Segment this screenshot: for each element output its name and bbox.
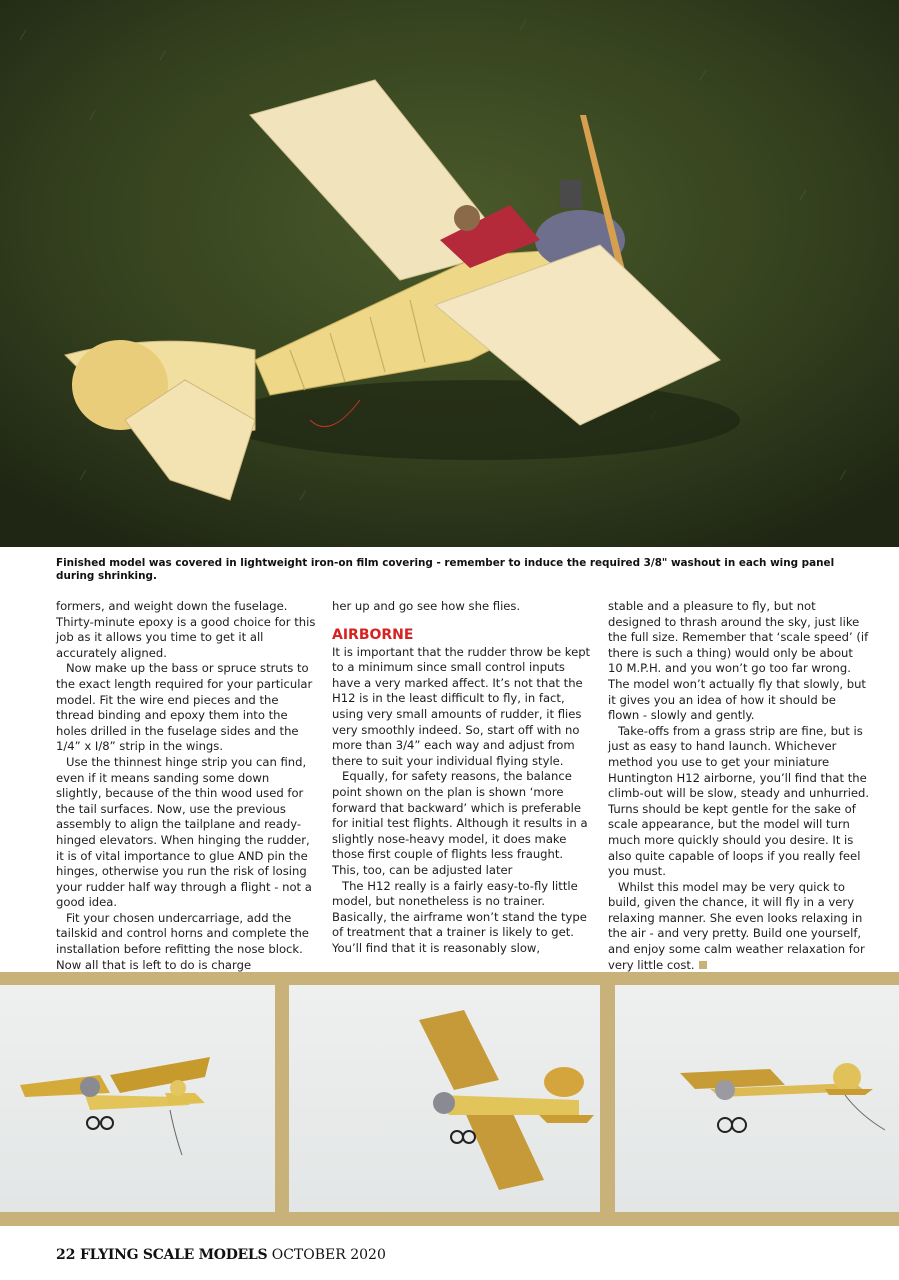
end-mark-icon	[699, 961, 707, 969]
photo-caption: Finished model was covered in lightweight iron-on film covering - remember to induce the required 3/8" washout in each wing panel during shrinking.	[56, 557, 835, 582]
flight-photo-1	[0, 985, 275, 1212]
paragraph-text: Whilst this model may be very quick to build, given the chance, it will fly in a very relaxing manner. She even looks relaxing in the air - and very pretty. Build one yourself, and enjoy some calm weather relaxation for very little cost.	[608, 879, 865, 972]
text-column-1	[56, 599, 318, 973]
paragraph: stable and a pleasure to fly, but not designed to thrash around the sky, just like the full size. Remember that ‘scale speed’ (if there is such a thing) would only be about 10 M.P.H. and you won’t go too far wrong. The model won’t actually fly that slowly, but it gives you an idea of how it should be flown - slowly and gently.	[608, 599, 869, 723]
hero-photo	[0, 0, 899, 547]
model-in-flight-icon	[0, 985, 275, 1212]
section-heading: AIRBORNE	[332, 626, 414, 643]
paragraph: Take-offs from a grass strip are fine, but is just as easy to hand launch. Whichever method you use to get your miniature Huntington H12 airborne, you’ll find that the climb-out will be slow, steady and unhurried. Turns should be kept gentle for the sake of scale appearance, but the model will turn much more quickly should you desire. It is also quite capable of loops if you really feel you must.	[608, 723, 870, 879]
paragraph: formers, and weight down the fuselage. Thirty-minute epoxy is a good choice for this job as it allows you time to get it all accurately aligned.	[56, 599, 316, 660]
paragraph: her up and go see how she flies.	[332, 599, 521, 613]
text-column-3	[608, 599, 870, 973]
model-in-flight-icon	[615, 985, 899, 1212]
model-in-flight-icon	[289, 985, 600, 1212]
flight-photo-2	[289, 985, 600, 1212]
paragraph: Equally, for safety reasons, the balance point shown on the plan is shown ‘more forward that backward’ which is preferable for initial test flights. Although it results in a slightly nose-heavy model, it does make those first couple of flights less fraught. This, too, can be adjusted later	[332, 769, 588, 877]
paragraph: It is important that the rudder throw be kept to a minimum since small control inputs have a very marked affect. It’s not that the H12 is in the least difficult to fly, in fact, using very small amounts of rudder, it flies very smoothly indeed. So, start off with no more than 3/4” each way and adjust from there to suit your individual flying style.	[332, 644, 591, 768]
page-footer	[56, 1246, 386, 1264]
model-on-grass-illustration	[0, 0, 899, 547]
issue-date: OCTOBER 2020	[271, 1247, 386, 1263]
paragraph: Fit your chosen undercarriage, add the tailskid and control horns and complete the installation before refitting the nose block. Now all that is left to do is charge	[56, 910, 309, 972]
text-column-2	[332, 599, 594, 956]
page-number: 22	[56, 1247, 76, 1263]
flight-photo-3	[615, 985, 899, 1212]
paragraph: Now make up the bass or spruce struts to the exact length required for your particular model. Fit the wire end pieces and the thread binding and epoxy them into the holes drilled in the fuselage sides and the 1/4” x I/8” strip in the wings.	[56, 661, 313, 754]
paragraph	[608, 880, 870, 974]
magazine-title: FLYING SCALE MODELS	[79, 1247, 268, 1263]
paragraph: Use the thinnest hinge strip you can find, even if it means sanding some down slightly, because of the thin wood used for the tail surfaces. Now, use the previous assembly to align the tailplane and ready-hinged elevators. When hinging the rudder, it is of vital importance to glue AND pin the hinges, otherwise you run the risk of losing your rudder half way through a flight - not a good idea.	[56, 754, 312, 910]
paragraph: The H12 really is a fairly easy-to-fly little model, but nonetheless is no trainer. Basically, the airframe won’t stand the type of treatment that a trainer is likely to get. You’ll find that it is reasonably slow,	[332, 878, 587, 955]
